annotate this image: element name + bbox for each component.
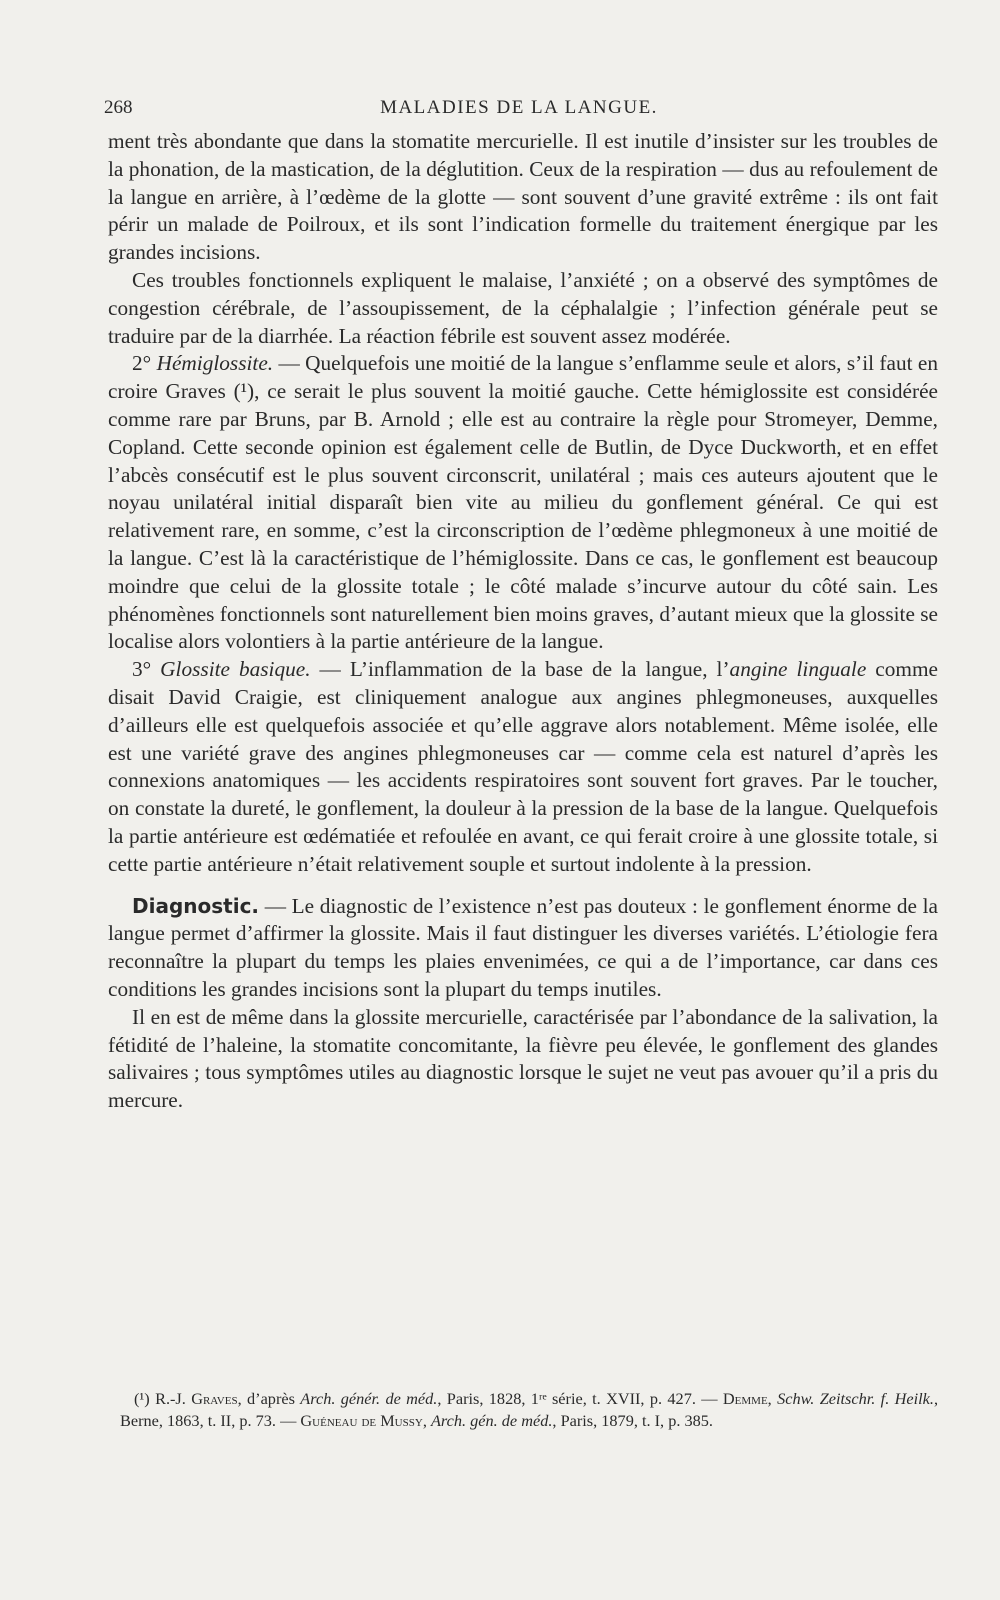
author-name: Demme [722, 1389, 768, 1408]
footnote-text: , [422, 1410, 431, 1430]
section-text-cont: comme disait David Craigie, est cliniquement analogue aux angines phlegmoneuses, auxquelles d’ailleurs elle est quelquefois associée et qu’elle aggrave alors notablement. Même isolée, elle est une variété grave des angines phlegmoneuses car — comme cela est naturel d’après les connexions anatomiques — les accidents respiratoires sont souvent fort graves. Par le toucher, on constate la dureté, le gonflement, la douleur à la pression de la base de la langue. Quelquefois la partie antérieure est œdématiée et refoulée en avant, ce qui ferait croire à une glossite totale, si cette partie antérieure n’était relativement souple et surtout indolente à la pression. [108, 657, 938, 876]
italic-term: angine linguale [729, 657, 867, 682]
footnote-mark: (¹) [134, 1389, 156, 1408]
footnote-text: , Paris, 1879, t. I, p. 385. [552, 1410, 713, 1430]
section-hemiglossite [108, 350, 938, 656]
footnote-1 [120, 1388, 938, 1431]
running-title: MALADIES DE LA LANGUE. [380, 97, 658, 118]
paragraph-symptoms: Ces troubles fonctionnels expliquent le malaise, l’anxiété ; on a observé des symptômes de congestion cérébrale, de l’assoupissement, de la céphalalgie ; l’infection générale peut se traduire par de la diarrhée. La réaction fébrile est souvent assez modérée. [108, 267, 938, 348]
footnote-text: , d’après [237, 1389, 301, 1408]
footnotes [120, 1388, 938, 1431]
section-text: — Quelquefois une moitié de la langue s’enflamme seule et alors, s’il faut en croire Graves (¹), ce serait le plus souvent la moitié gauche. Cette hémiglossite est considérée comme rare par Bruns, par B. Arnold ; elle est au contraire la règle pour Stromeyer, Demme, Copland. Cette seconde opinion est également celle de Butlin, de Dyce Duckworth, et en effet l’abcès consécutif est le plus souvent circonscrit, unilatéral ; mais ces auteurs ajoutent que le noyau unilatéral initial disparaît bien vite au milieu du gonflement général. Ce qui est relativement rare, en somme, c’est la circonscription de l’œdème phlegmoneux à une moitié de la langue. C’est là la caractéristique de l’hémiglossite. Dans ce cas, le gonflement est beaucoup moindre que celui de la glossite totale ; le côté malade s’incurve autour du côté sain. Les phénomènes fonctionnels sont naturellement bien moins graves, d’autant mieux que la glossite se localise alors volontiers à la partie antérieure de la langue. [108, 351, 939, 654]
footnote-text: , Paris, 1828, 1ʳᵉ série, t. XVII, p. 427. — [437, 1389, 723, 1408]
paragraph-mercurielle: Il en est de même dans la glossite mercurielle, caractérisée par l’abondance de la salivation, la fétidité de l’haleine, la stomatite concomitante, la fièvre peu élevée, le gonflement des glandes salivaires ; tous symptômes utiles au diagnostic lorsque le sujet ne veut pas avouer qu’il a pris du mercure. [108, 1004, 938, 1113]
author-name: Guéneau de Mussy [300, 1410, 423, 1430]
paragraph-continuation: ment très abondante que dans la stomatite mercurielle. Il est inutile d’insister sur les troubles de la phonation, de la mastication, de la déglutition. Ceux de la respiration — dus au refoulement de la langue en arrière, à l’œdème de la glotte — sont souvent d’une gravité extrême : ils ont fait périr un malade de Poilroux, et ils sont l’indication formelle du traitement énergique par les grandes incisions. [108, 129, 938, 265]
footnote-text: , [767, 1389, 778, 1408]
section-glossite-basique [108, 656, 938, 878]
footnote-text: , Berne, 1863, t. II, p. 73. — [120, 1389, 939, 1430]
diagnostic-text: — Le diagnostic de l’existence n’est pas douteux : le gonflement énorme de la langue permet d’affirmer la glossite. Mais il faut distinguer les diverses variétés. L’étiologie fera reconnaître la plupart du temps les plaies envenimées, ce qui a de l’importance, car dans ces conditions les grandes incisions sont la plupart du temps inutiles. [108, 893, 938, 1001]
journal-title: Schw. Zeitschr. f. Heilk. [777, 1389, 934, 1408]
journal-title: Arch. gén. de méd. [430, 1410, 553, 1430]
section-number: 3° [132, 657, 152, 682]
section-title: Glossite basique. [160, 657, 311, 682]
section-diagnostic [108, 893, 938, 1004]
author-name: R.-J. Graves [155, 1389, 238, 1408]
page-body [108, 128, 938, 1115]
section-text: — L’inflammation de la base de la langue, l’ [310, 657, 730, 682]
journal-title: Arch. génér. de méd. [300, 1389, 438, 1408]
page-number: 268 [104, 97, 133, 118]
diagnostic-heading: Diagnostic. [132, 893, 260, 918]
section-number: 2° [132, 351, 152, 376]
section-title: Hémiglossite. [156, 351, 274, 376]
